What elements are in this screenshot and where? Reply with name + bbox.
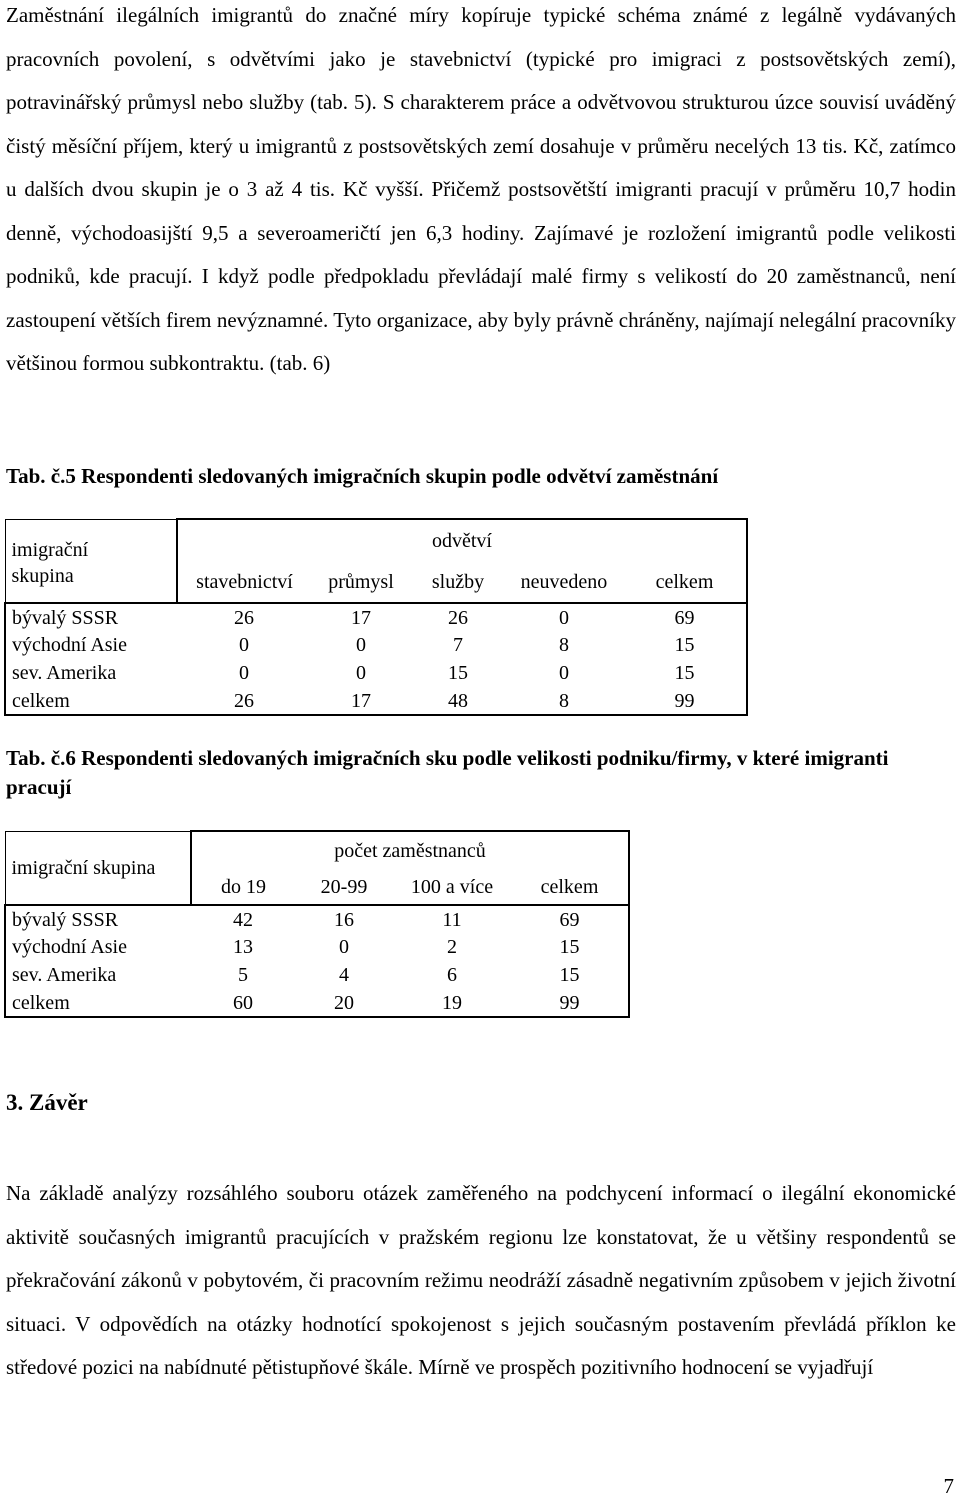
column-header: 100 a více (410, 875, 494, 898)
table-cell: 26 (234, 689, 254, 712)
row-label: sev. Amerika (5, 659, 177, 687)
table-total-row (5, 989, 629, 1017)
table-cell: 15 (448, 662, 468, 684)
table-cell: 26 (448, 606, 468, 629)
span-header: odvětví (177, 519, 747, 561)
table-cell: 48 (448, 689, 468, 712)
table-cell: 2 (447, 936, 457, 958)
column-header: stavebnictví (177, 561, 311, 603)
span-header: počet zaměstnanců (191, 831, 629, 869)
table-5 (4, 518, 748, 716)
group-header (5, 519, 177, 603)
table-cell: 99 (511, 989, 629, 1017)
table-cell: 8 (559, 689, 569, 712)
table-cell: 17 (351, 689, 371, 712)
table-row (5, 659, 747, 687)
table-cell: 20 (334, 991, 354, 1014)
table-row (5, 905, 629, 933)
table-cell: 4 (339, 964, 349, 986)
row-label: bývalý SSSR (5, 603, 177, 631)
column-header: služby (431, 570, 485, 593)
table-cell: 19 (442, 991, 462, 1014)
table-cell: 15 (623, 659, 747, 687)
row-label: sev. Amerika (5, 961, 191, 989)
table-cell: 69 (623, 603, 747, 631)
body-paragraph: Na základě analýzy rozsáhlého souboru otázek zaměřeného na podchycení informací o ilegální ekonomické aktivitě současných imigrantů pracujících v pražském regionu lze konstatovat, že u většiny respondentů se překračování zákonů v pobytovém, či pracovním režimu neodráží zásadně negativním způsobem v jejich životní situaci. V odpovědích na otázky hodnotící spokojenost s jejich současným postavením převládá příklon ke středové pozici na nabídnuté pětistupňové škále. Mírně ve prospěch pozitivního hodnocení se vyjadřují (6, 1181, 956, 1379)
table-cell: 0 (239, 662, 249, 684)
table-6-caption: Tab. č.6 Respondenti sledovaných imigračních sku podle velikosti podniku/firmy, v které imigranti pracují (6, 746, 889, 799)
table-cell: 0 (559, 606, 569, 629)
table-header-row (5, 519, 747, 561)
column-header: do 19 (191, 869, 295, 905)
table-cell: 69 (511, 905, 629, 933)
group-header: imigrační skupina (5, 831, 191, 905)
table-total-row (5, 687, 747, 715)
table-cell: 42 (233, 908, 253, 931)
table-6 (4, 830, 630, 1018)
table-cell: 15 (511, 933, 629, 961)
table-cell: 0 (339, 936, 349, 958)
table-cell: 8 (559, 634, 569, 656)
column-header: neuvedeno (520, 570, 608, 593)
table-cell: 0 (356, 634, 366, 656)
column-header: průmysl (328, 570, 394, 593)
body-paragraph: Zaměstnání ilegálních imigrantů do značné míry kopíruje typické schéma známé z legálně vydávaných pracovních povolení, s odvětvími jako je stavebnictví (typické pro imigraci z postsovětských zemí), potravinářský průmysl nebo služby (tab. 5). S charakterem práce a odvětvovou strukturou úzce souvisí uváděný čistý měsíční příjem, který u imigrantů z postsovětských zemí dosahuje v průměru necelých 13 tis. Kč, zatímco u dalších dvou skupin je o 3 až 4 tis. Kč vyšší. Přičemž postsovětští imigranti pracují v průměru 10,7 hodin denně, východoasijští 9,5 a severoameričtí jen 6,3 hodiny. Zajímavé je rozložení imigrantů podle velikosti podniků, kde pracují. I když podle předpokladu převládají malé firmy s velikostí do 20 zaměstnanců, není zastoupení větších firem nevýznamné. Tyto organizace, aby byly právně chráněny, najímají nelegální pracovníky většinou formou subkontraktu. (tab. 6) (6, 3, 956, 375)
table-cell: 11 (442, 908, 462, 931)
table-cell: 0 (239, 634, 249, 656)
row-label: východní Asie (5, 933, 191, 961)
table-cell: 17 (351, 606, 371, 629)
section-heading: 3. Závěr (6, 1090, 88, 1115)
table-cell: 99 (623, 687, 747, 715)
column-header: celkem (511, 869, 629, 905)
table-row (5, 933, 629, 961)
group-header-line: imigrační (11, 538, 89, 561)
column-header: celkem (623, 561, 747, 603)
table-cell: 6 (447, 964, 457, 986)
row-label: celkem (5, 687, 177, 715)
page-number: 7 (943, 1474, 954, 1498)
table-cell: 7 (453, 634, 463, 656)
table-row (5, 603, 747, 631)
table-5-caption: Tab. č.5 Respondenti sledovaných imigračních skupin podle odvětví zaměstnání (6, 464, 719, 488)
table-cell: 26 (234, 606, 254, 629)
table-row (5, 961, 629, 989)
row-label: východní Asie (5, 631, 177, 659)
group-header-line: skupina (11, 564, 74, 587)
table-cell: 0 (559, 662, 569, 684)
table-cell: 0 (356, 662, 366, 684)
table-cell: 60 (233, 991, 253, 1014)
table-cell: 15 (511, 961, 629, 989)
column-header: 20-99 (320, 875, 368, 898)
table-row (5, 631, 747, 659)
table-cell: 15 (623, 631, 747, 659)
table-cell: 16 (334, 908, 354, 931)
row-label: celkem (5, 989, 191, 1017)
table-cell: 13 (233, 936, 253, 958)
table-header-row (5, 831, 629, 869)
table-cell: 5 (238, 964, 248, 986)
row-label: bývalý SSSR (5, 905, 191, 933)
